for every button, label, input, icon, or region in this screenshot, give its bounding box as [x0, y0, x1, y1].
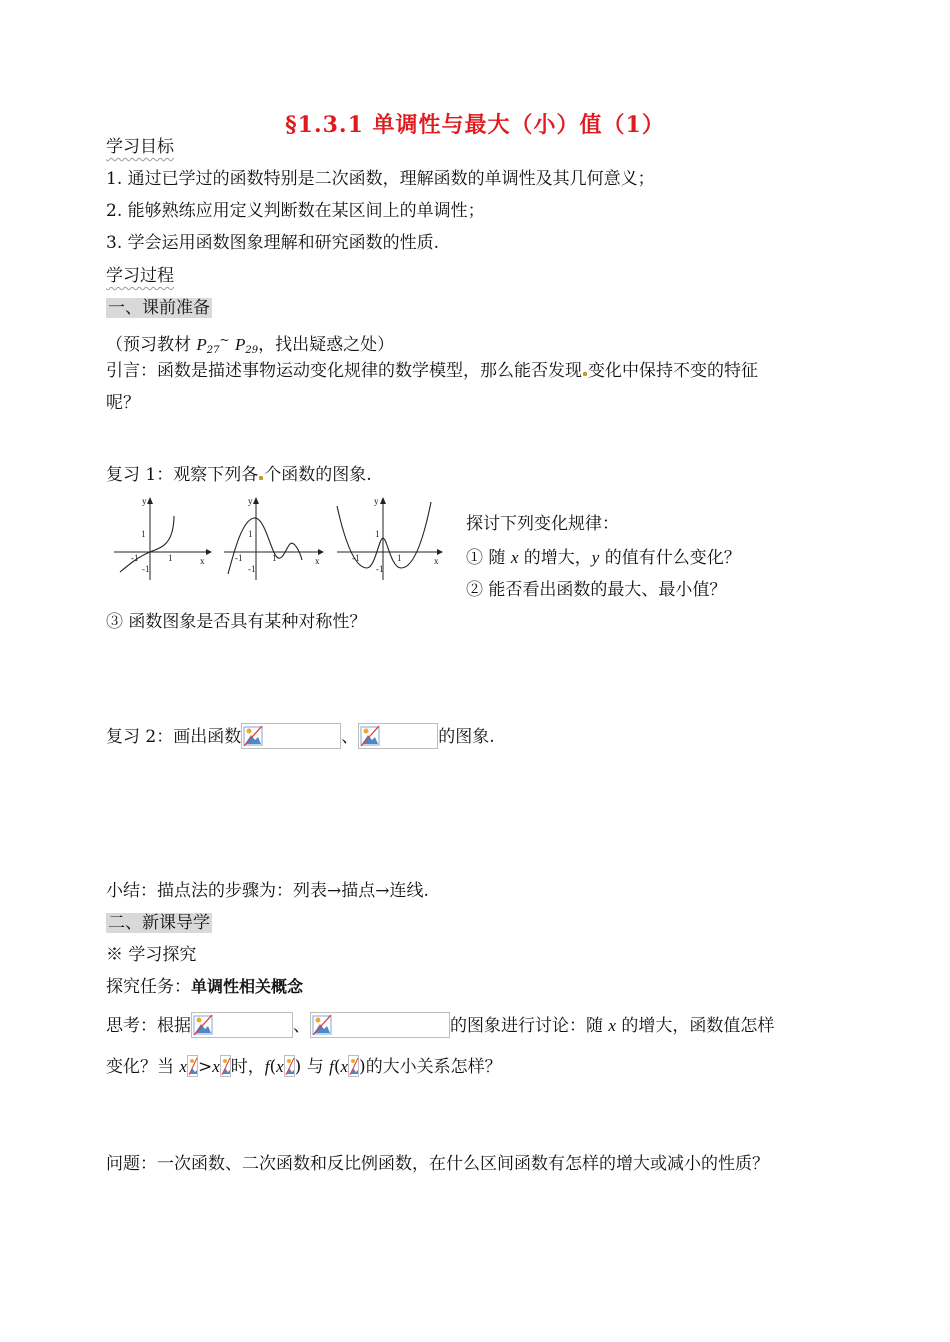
graph-2-x-label: x [315, 556, 320, 566]
subscript-image-placeholder [220, 1055, 231, 1077]
graph-2 [224, 496, 324, 580]
question-3: ③ 函数图象是否具有某种对称性？ [106, 612, 367, 632]
formula-image-placeholder [358, 723, 438, 749]
graph-3-tick-neg1-x: -1 [352, 553, 360, 563]
graph-2-tick-1: 1 [248, 529, 253, 539]
subscript-image-placeholder [284, 1055, 295, 1077]
graph-3 [337, 496, 443, 580]
graph-3-x-label: x [434, 556, 439, 566]
graph-2-y-label: y [248, 496, 253, 506]
question-text: 问题：一次函数、二次函数和反比例函数，在什么区间函数有怎样的增大或减小的性质？ [106, 1154, 769, 1174]
graph-1-tick-neg1-x: -1 [131, 553, 139, 563]
graph-2-tick-neg1-x: -1 [235, 553, 243, 563]
inquiry-heading: ※ 学习探究 [106, 945, 197, 965]
subscript-image-placeholder [348, 1055, 359, 1077]
objective-item-1: 1. 通过已学过的函数特别是二次函数，理解函数的单调性及其几何意义； [106, 169, 655, 189]
formula-image-placeholder [241, 723, 341, 749]
question-1: ① 随 x 的增大，y 的值有什么变化？ [466, 548, 741, 568]
graph-1-tick-neg1-y: -1 [142, 564, 150, 574]
graph-1-y-label: y [142, 496, 147, 506]
change-line: 变化？当 x >x 时，f(x ) 与 f(x )的大小关系怎样？ [106, 1057, 502, 1077]
page-title: §1.3.1 单调性与最大（小）值（1） [285, 112, 665, 138]
function-graphs [110, 492, 450, 584]
anchor-mark [259, 476, 263, 480]
formula-image-placeholder [310, 1012, 450, 1038]
review2-text: 复习 2：画出函数 、 的图象. [106, 723, 495, 750]
intro-paragraph: 引言：函数是描述事物运动变化规律的数学模型，那么能否发现 变化中保持不变的特征 [106, 361, 758, 381]
process-heading: 学习过程 [106, 266, 174, 286]
graph-2-tick-1-x: 1 [272, 553, 277, 563]
graph-1-tick-1-x: 1 [168, 553, 173, 563]
review1-text: 复习 1：观察下列各 个函数的图象. [106, 465, 372, 485]
graph-3-y-label: y [374, 496, 379, 506]
section1-heading: 一、课前准备 [108, 298, 210, 318]
formula-image-placeholder [191, 1012, 293, 1038]
summary-text: 小结：描点法的步骤为：列表→描点→连线. [106, 881, 429, 901]
think-line: 思考：根据 、 的图象进行讨论：随 x 的增大，函数值怎样 [106, 1012, 774, 1039]
graph-1-x-label: x [200, 556, 205, 566]
objective-item-3: 3. 学会运用函数图象理解和研究函数的性质. [106, 233, 440, 253]
intro-paragraph-end: 呢？ [106, 393, 140, 413]
objectives-heading: 学习目标 [106, 137, 174, 157]
subscript-image-placeholder [187, 1055, 198, 1077]
section2-heading: 二、新课导学 [108, 913, 210, 933]
objective-item-2: 2. 能够熟练应用定义判断数在某区间上的单调性； [106, 201, 485, 221]
graph-3-tick-1-x: 1 [397, 553, 402, 563]
graph-3-tick-neg1-y: -1 [376, 564, 384, 574]
explore-title: 探讨下列变化规律： [466, 514, 619, 534]
anchor-mark [583, 372, 587, 376]
preview-note: （预习教材 $P_{27}^\sim$ $P_{29}$，找出疑惑之处） [106, 333, 395, 356]
graph-1-tick-1: 1 [141, 529, 146, 539]
question-2: ② 能否看出函数的最大、最小值？ [466, 580, 727, 600]
task-line: 探究任务：单调性相关概念 [106, 977, 304, 997]
graph-1 [114, 496, 212, 580]
graph-2-tick-neg1-y: -1 [248, 564, 256, 574]
graph-3-tick-1: 1 [375, 529, 380, 539]
